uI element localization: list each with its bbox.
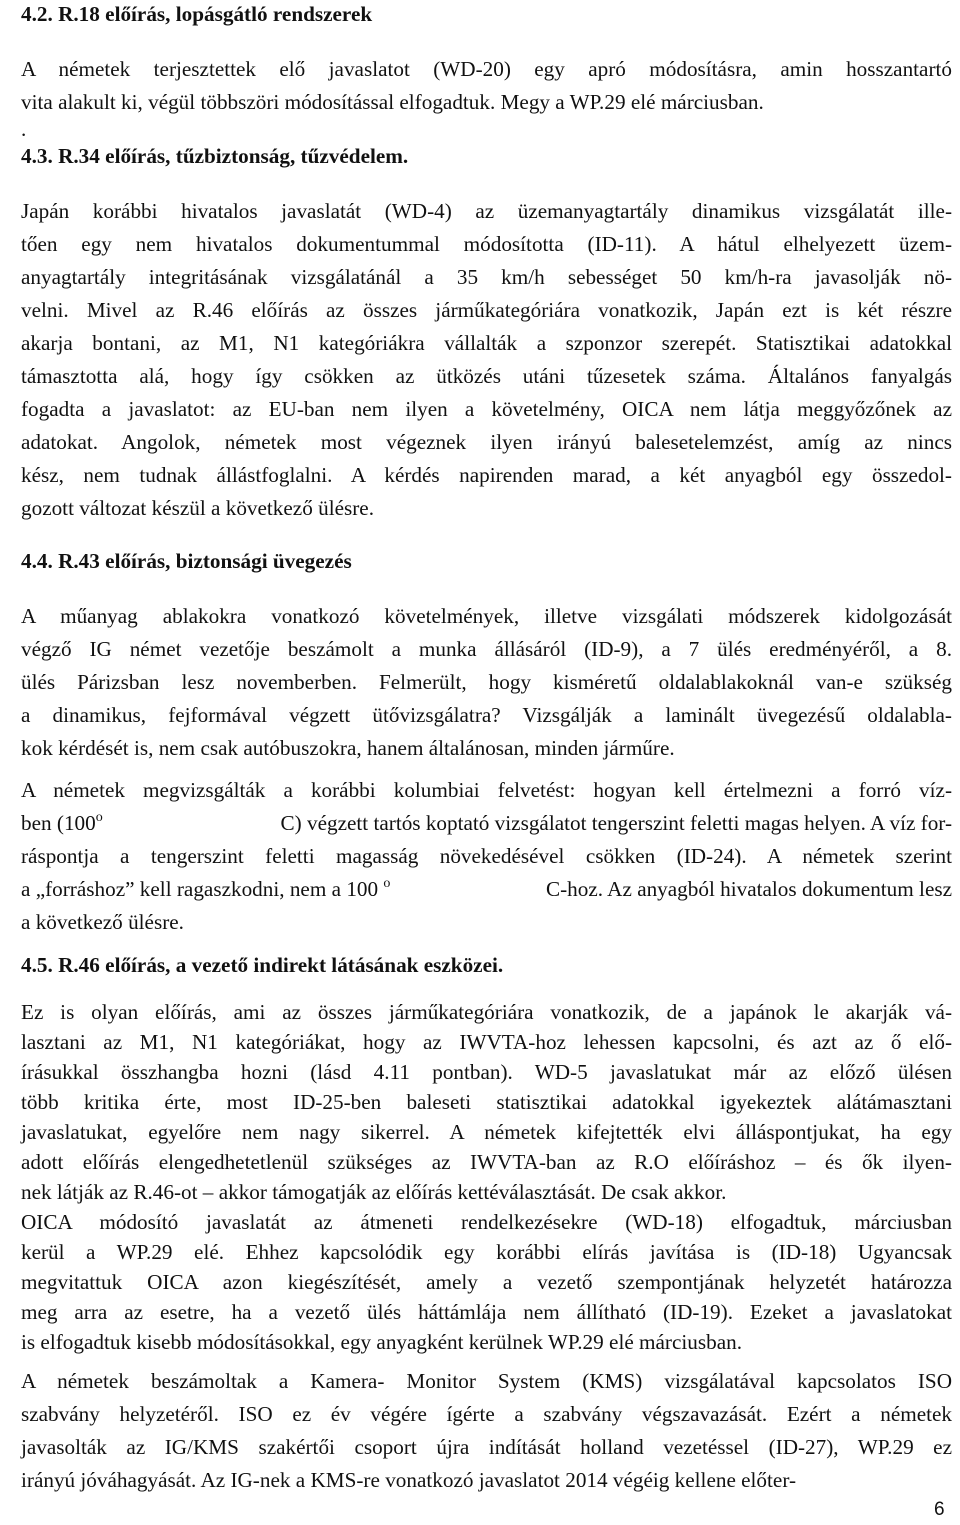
page-number: 6 [934, 1499, 945, 1520]
paragraph-line-with-superscript [21, 810, 952, 835]
paragraph-line: a következő ülésre. [21, 910, 184, 934]
section-heading-4-5: 4.5. R.46 előírás, a vezető indirekt látásának eszközei. [21, 953, 504, 977]
paragraph-line: irányú jóváhagyását. Az IG-nek a KMS-re vonatkozó javaslatot 2014 végéig kellene előter- [21, 1468, 797, 1492]
text-run: a „forráshoz” kell ragaszkodni, nem a 100 $^o$ [21, 876, 391, 901]
paragraph-line: vita alakult ki, végül többszöri módosítással elfogadtuk. Megy a WP.29 elé márciusban. [21, 90, 764, 114]
paragraph-line: ráspontja a tengerszint feletti magasság növekedésével csökken (ID-24). A németek szerint [21, 844, 952, 868]
paragraph-line: javaslatukat, egyelőre nem nagy sikerrel. A németek kifejtették elvi álláspontjukat, ha egy [21, 1120, 952, 1144]
stray-mark: . [21, 117, 27, 141]
paragraph-line: adatokat. Angolok, németek most végeznek ilyen irányú balesetelemzést, amíg az nincs [21, 430, 952, 454]
paragraph-line: A németek terjesztettek elő javaslatot (WD-20) egy apró módosításra, amin hosszantartó [21, 57, 952, 81]
paragraph-line: javasolták az IG/KMS szakértői csoport újra indítását holland vezetéssel (ID-27), WP.29 ez [21, 1435, 952, 1459]
paragraph-line: megvitattuk OICA azon kiegészítését, amely a vezető szempontjának helyzetét határozza [21, 1270, 952, 1294]
paragraph-line: kész, nem tudnak állástfoglalni. A kérdés napirenden marad, a két anyagból egy összedol- [21, 463, 952, 487]
paragraph-line: tően egy nem hivatalos dokumentummal módosította (ID-11). A hátul elhelyezett üzem- [21, 232, 952, 256]
superscript-degree: o [95, 810, 103, 825]
paragraph-line: A németek beszámoltak a Kamera- Monitor System (KMS) vizsgálatával kapcsolatos ISO [21, 1369, 952, 1393]
paragraph-line: velni. Mivel az R.46 előírás az összes járműkategóriára vonatkozik, Japán ezt is két részre [21, 298, 952, 322]
paragraph-line: kok kérdését is, nem csak autóbuszokra, hanem általánosan, minden járműre. [21, 736, 675, 760]
paragraph-line: meg arra az esetre, ha a vezető ülés háttámlája nem állítható (ID-19). Ezeket a javaslatokat [21, 1300, 952, 1324]
section-heading-4-2: 4.2. R.18 előírás, lopásgátló rendszerek [21, 2, 373, 26]
paragraph-line: szabvány helyzetéről. ISO ez év végére ígérte a szabvány végszavazását. Ezért a németek [21, 1402, 952, 1426]
paragraph-line-with-superscript [21, 876, 952, 901]
paragraph-line: a dinamikus, fejformával végzett ütővizsgálatra? Vizsgálják a laminált üvegezésű oldalabla- [21, 703, 952, 727]
section-heading-4-3: 4.3. R.34 előírás, tűzbiztonság, tűzvédelem. [21, 144, 409, 168]
paragraph-line: több kritika érte, most ID-25-ben baleseti statisztikai adatokkal igyekeztek alátámasztani [21, 1090, 952, 1114]
paragraph-line: végző IG német vezetője beszámolt a munka állásáról (ID-9), a 7 ülés eredményéről, a 8. [21, 637, 952, 661]
paragraph-line: adott előírás elengedhetetlenül szükséges az IWVTA-ban az R.O előíráshoz – és ők ilyen- [21, 1150, 952, 1174]
paragraph-line: támasztotta alá, hogy így csökken az ütközés utáni tűzesetek száma. Általános fanyalgás [21, 364, 952, 388]
superscript-degree: o [383, 876, 391, 891]
text-run: C) végzett tartós koptató vizsgálatot tengerszint feletti magas helyen. A víz for- [280, 811, 952, 835]
section-heading-4-4: 4.4. R.43 előírás, biztonsági üvegezés [21, 549, 352, 573]
paragraph-line: Ez is olyan előírás, ami az összes járműkategóriára vonatkozik, de a japánok le akarják vá- [21, 1000, 952, 1024]
paragraph-line: is elfogadtuk kisebb módosításokkal, egy anyagként kerülnek WP.29 elé márciusban. [21, 1330, 742, 1354]
paragraph-line: OICA módosító javaslatát az átmeneti rendelkezésekre (WD-18) elfogadtuk, márciusban [21, 1210, 952, 1234]
paragraph-line: A németek megvizsgálták a korábbi kolumbiai felvetést: hogyan kell értelmezni a forró víz- [21, 778, 952, 802]
paragraph-line: lasztani az M1, N1 kategóriákat, hogy az IWVTA-hoz lehessen kapcsolni, és azt az ő elő- [21, 1030, 952, 1054]
paragraph-line: írásukkal összhangba hozni (lásd 4.11 pontban). WD-5 javaslatukat már az előző ülésen [21, 1060, 952, 1084]
paragraph-line: kerül a WP.29 elé. Ehhez kapcsolódik egy korábbi elírás javítása is (ID-18) Ugyancsak [21, 1240, 952, 1264]
paragraph-line: ülés Párizsban lesz novemberben. Felmerült, hogy kisméretű oldalablakoknál van-e szükség [21, 670, 952, 694]
text-run: ben (100$^o$ [21, 810, 103, 835]
paragraph-line: fogadta a javaslatot: az EU-ban nem ilyen a követelmény, OICA nem látja meggyőzőnek az [21, 397, 952, 421]
paragraph-line: akarja bontani, az M1, N1 kategóriákra vállalták a szponzor szerepét. Statisztikai adatokkal [21, 331, 952, 355]
paragraph-line: Japán korábbi hivatalos javaslatát (WD-4) az üzemanyagtartály dinamikus vizsgálatát ille- [21, 199, 952, 223]
text-run: C-hoz. Az anyagból hivatalos dokumentum lesz [545, 877, 952, 901]
paragraph-line: A műanyag ablakokra vonatkozó követelmények, illetve vizsgálati módszerek kidolgozását [21, 604, 952, 628]
paragraph-line: gozott változat készül a következő ülésre. [21, 496, 374, 520]
paragraph-line: anyagtartály integritásának vizsgálatánál a 35 km/h sebességet 50 km/h-ra javasolják nö- [21, 265, 952, 289]
paragraph-line: nek látják az R.46-ot – akkor támogatják az előírás kettéválasztását. De csak akkor. [21, 1180, 727, 1204]
